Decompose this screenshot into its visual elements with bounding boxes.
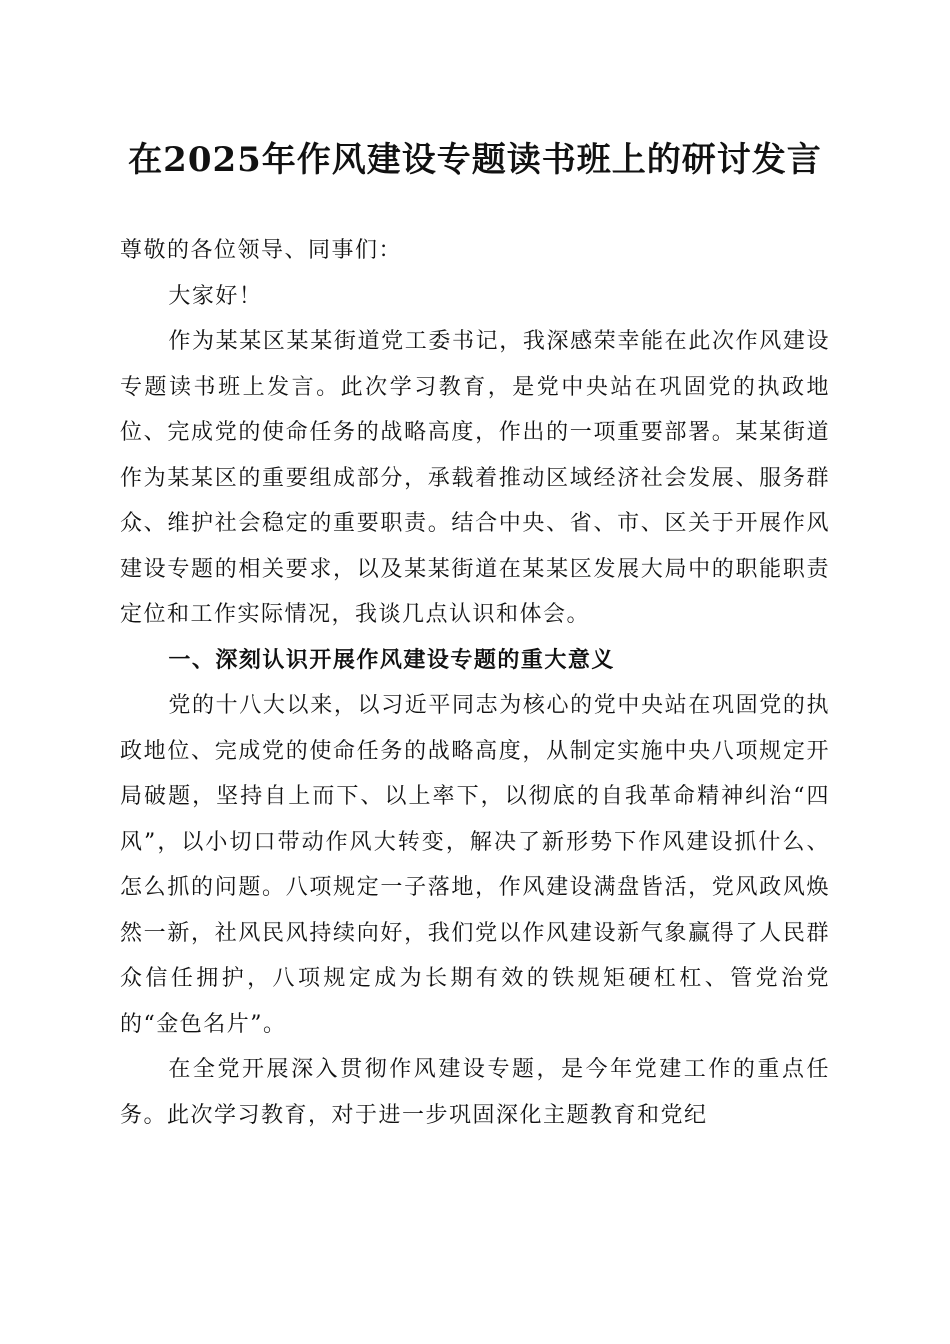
section-heading: 一、深刻认识开展作风建设专题的重大意义 — [168, 647, 615, 673]
document-title: 在2025年作风建设专题读书班上的研讨发言 — [128, 140, 822, 180]
body-paragraph: 党的十八大以来，以习近平同志为核心的党中央站在巩固党的执政地位、完成党的使命任务的战略高度，从制定实施中央八项规定开局破题，坚持自上而下、以上率下，以彻底的自我革命精神纠治“四风”，以小切口带动作风大转变，解决了新形势下作风建设抓什么、怎么抓的问题。八项规定一子落地，作风建设满盘皆活，党风政风焕然一新，社风民风持续向好，我们党以作风建设新气象赢得了人民群众信任拥护，八项规定成为长期有效的铁规矩硬杠杠、管党治党的“金色名片”。 — [120, 693, 830, 1037]
body-paragraph: 在全党开展深入贯彻作风建设专题，是今年党建工作的重点任务。此次学习教育，对于进一步巩固深化主题教育和党纪 — [120, 1057, 830, 1128]
salutation: 尊敬的各位领导、同事们： — [120, 238, 403, 263]
document-body — [120, 228, 830, 1138]
greeting: 大家好！ — [168, 283, 263, 309]
intro-paragraph: 作为某某区某某街道党工委书记，我深感荣幸能在此次作风建设专题读书班上发言。此次学习教育，是党中央站在巩固党的执政地位、完成党的使命任务的战略高度，作出的一项重要部署。某某街道作为某某区的重要组成部分，承载着推动区域经济社会发展、服务群众、维护社会稳定的重要职责。结合中央、省、市、区关于开展作风建设专题的相关要求，以及某某街道在某某区发展大局中的职能职责定位和工作实际情况，我谈几点认识和体会。 — [120, 329, 830, 627]
